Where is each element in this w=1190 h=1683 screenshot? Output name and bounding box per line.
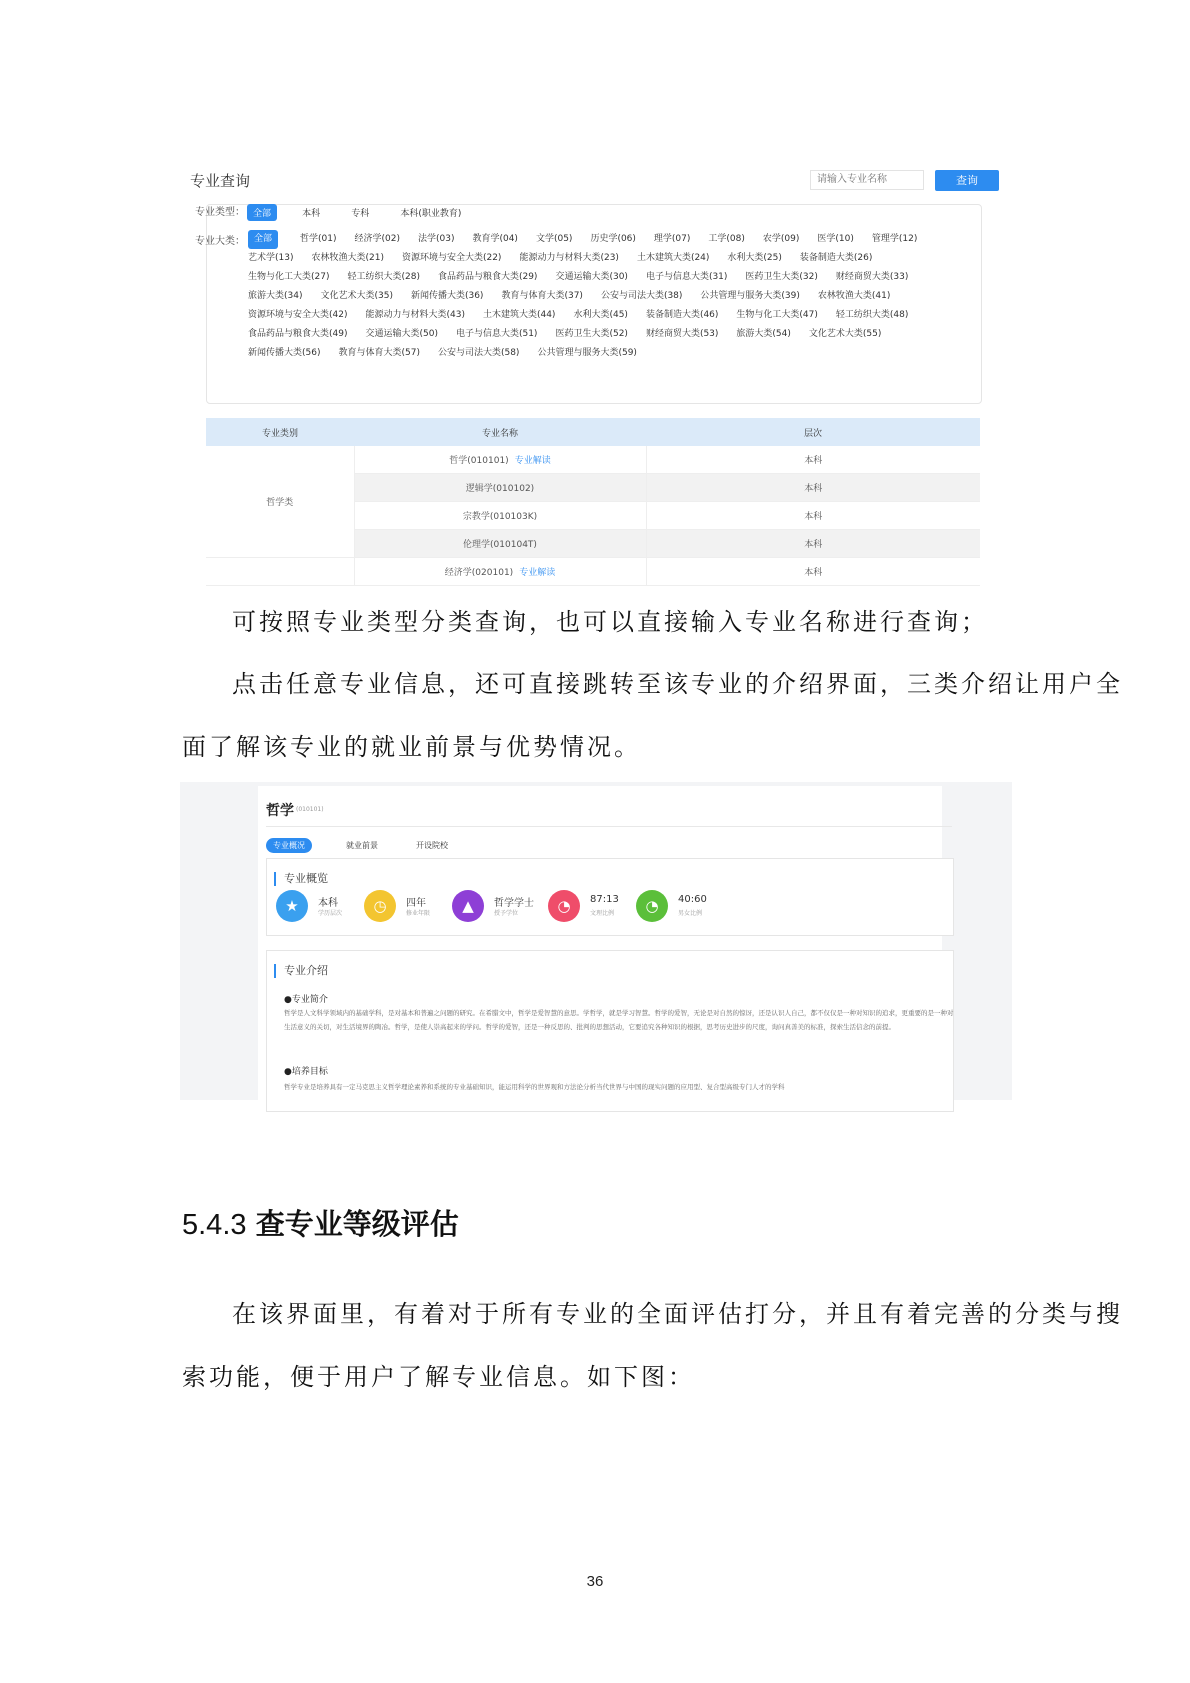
level-cell: 本科 bbox=[646, 474, 980, 502]
type-chip-junior[interactable]: 专科 bbox=[351, 209, 370, 219]
category-label: 专业大类： bbox=[195, 236, 245, 247]
category-chip[interactable]: 能源动力与材料大类(23) bbox=[519, 253, 619, 263]
level-cell: 本科 bbox=[646, 558, 980, 586]
category-chip[interactable]: 水利大类(45) bbox=[573, 310, 628, 320]
ratio-pie-icon: ◔ bbox=[548, 890, 580, 922]
paragraph-3-line-2: 索功能，便于用户了解专业信息。如下图： bbox=[182, 1363, 695, 1391]
header-name: 专业名称 bbox=[354, 418, 646, 446]
category-chip[interactable]: 新闻传播大类(36) bbox=[410, 291, 484, 301]
major-name[interactable]: 经济学(020101) bbox=[444, 568, 514, 578]
category-chip[interactable]: 装备制造大类(26) bbox=[799, 253, 873, 263]
title-divider bbox=[266, 826, 952, 827]
category-chip[interactable]: 资源环境与安全大类(42) bbox=[248, 310, 348, 320]
category-chip[interactable]: 生物与化工大类(47) bbox=[736, 310, 818, 320]
category-chip[interactable]: 土木建筑大类(44) bbox=[482, 310, 556, 320]
category-chip[interactable]: 轻工纺织大类(48) bbox=[835, 310, 909, 320]
category-chip[interactable]: 电子与信息大类(31) bbox=[645, 272, 728, 282]
major-search-input[interactable] bbox=[810, 170, 924, 190]
level-cell: 本科 bbox=[646, 502, 980, 530]
category-chip[interactable]: 农学(09) bbox=[762, 234, 800, 244]
major-name-cell[interactable] bbox=[354, 558, 646, 586]
category-chip[interactable]: 农林牧渔大类(41) bbox=[817, 291, 891, 301]
category-chip[interactable]: 医药卫生大类(52) bbox=[555, 329, 628, 339]
category-chip[interactable]: 食品药品与粮食大类(49) bbox=[248, 329, 348, 339]
category-chip[interactable]: 财经商贸大类(33) bbox=[835, 272, 909, 282]
intro-text-2: 哲学专业是培养具有一定马克思主义哲学理论素养和系统的专业基础知识，能运用科学的世界观和方法论分析当代世界与中国的现实问题的应用型、复合型高级专门人才的学科 bbox=[284, 1083, 785, 1091]
category-chip[interactable]: 生物与化工大类(27) bbox=[248, 272, 330, 282]
major-title: 哲学 bbox=[266, 803, 294, 819]
intro-subheading-1: ●专业简介 bbox=[284, 995, 328, 1005]
table-row[interactable] bbox=[206, 446, 980, 474]
degree-cap-icon: ▲ bbox=[452, 890, 484, 922]
category-chip[interactable]: 新闻传播大类(56) bbox=[248, 348, 321, 358]
major-interpret-link[interactable]: 专业解读 bbox=[519, 568, 556, 578]
category-chip[interactable]: 公共管理与服务大类(39) bbox=[700, 291, 800, 301]
paragraph-3-line-1: 在该界面里，有着对于所有专业的全面评估打分，并且有着完善的分类与搜 bbox=[232, 1300, 1123, 1328]
major-code: (010101) bbox=[296, 806, 324, 813]
category-chip[interactable]: 文学(05) bbox=[535, 234, 573, 244]
major-name-cell[interactable] bbox=[354, 530, 646, 558]
stat-label: 文理比例 bbox=[590, 910, 615, 917]
type-chip-undergrad[interactable]: 本科 bbox=[302, 209, 321, 219]
stat-label: 男女比例 bbox=[678, 910, 703, 917]
study-years-icon: ◷ bbox=[364, 890, 396, 922]
major-table bbox=[206, 418, 980, 586]
intro-title: 专业介绍 bbox=[274, 964, 328, 978]
category-chip[interactable]: 农林牧渔大类(21) bbox=[311, 253, 384, 263]
category-chip[interactable]: 文化艺术大类(55) bbox=[808, 329, 882, 339]
category-chip[interactable]: 管理学(12) bbox=[871, 234, 918, 244]
section-title: 查专业等级评估 bbox=[255, 1207, 459, 1241]
major-interpret-link[interactable]: 专业解读 bbox=[514, 456, 551, 466]
category-chip[interactable]: 财经商贸大类(53) bbox=[645, 329, 719, 339]
section-heading bbox=[182, 1202, 459, 1243]
category-chip[interactable]: 食品药品与粮食大类(29) bbox=[437, 272, 538, 282]
major-detail-screenshot bbox=[180, 782, 1012, 1100]
category-chip[interactable]: 历史学(06) bbox=[590, 234, 636, 244]
query-title: 专业查询 bbox=[190, 172, 251, 190]
header-category: 专业类别 bbox=[206, 418, 354, 446]
category-chip[interactable]: 资源环境与安全大类(22) bbox=[401, 253, 502, 263]
stat-value: 40:60 bbox=[678, 894, 707, 905]
query-button[interactable]: 查询 bbox=[935, 170, 999, 191]
stat-label: 学历层次 bbox=[318, 910, 343, 917]
category-chip[interactable]: 电子与信息大类(51) bbox=[455, 329, 538, 339]
category-chip[interactable]: 轻工纺织大类(28) bbox=[347, 272, 420, 282]
type-chip-all[interactable]: 全部 bbox=[247, 204, 277, 221]
paragraph-2-line-2: 面了解该专业的就业前景与优势情况。 bbox=[182, 733, 641, 761]
category-cell: 哲学类 bbox=[206, 446, 354, 558]
table-row[interactable] bbox=[206, 558, 980, 586]
stat-value: 哲学学士 bbox=[494, 898, 534, 909]
section-number: 5.4.3 bbox=[182, 1209, 247, 1241]
category-chip[interactable]: 交通运输大类(30) bbox=[555, 272, 628, 282]
category-chip[interactable]: 交通运输大类(50) bbox=[365, 329, 438, 339]
major-name[interactable]: 伦理学(010104T) bbox=[463, 540, 537, 550]
header-level: 层次 bbox=[646, 418, 980, 446]
stat-label: 授予学位 bbox=[494, 910, 519, 917]
type-label: 专业类型： bbox=[195, 207, 245, 218]
major-name-cell[interactable] bbox=[354, 502, 646, 530]
major-name[interactable]: 宗教学(010103K) bbox=[462, 512, 538, 522]
category-chip[interactable]: 土木建筑大类(24) bbox=[636, 253, 710, 263]
category-chip[interactable]: 装备制造大类(46) bbox=[645, 310, 719, 320]
major-name[interactable]: 哲学(010101) bbox=[449, 456, 509, 466]
category-cell bbox=[206, 558, 354, 586]
major-query-screenshot bbox=[180, 158, 1014, 578]
level-cell: 本科 bbox=[646, 446, 980, 474]
category-chip[interactable]: 医药卫生大类(32) bbox=[745, 272, 818, 282]
intro-subheading-2: ●培养目标 bbox=[284, 1067, 328, 1077]
major-name-cell[interactable] bbox=[354, 474, 646, 502]
category-chip[interactable]: 医学(10) bbox=[817, 234, 854, 244]
gender-pie-icon: ◔ bbox=[636, 890, 668, 922]
type-chip-vocational[interactable]: 本科(职业教育) bbox=[400, 209, 462, 219]
overview-title: 专业概览 bbox=[274, 872, 328, 886]
category-chip[interactable]: 水利大类(25) bbox=[727, 253, 782, 263]
type-chips bbox=[247, 201, 481, 221]
category-chip[interactable]: 文化艺术大类(35) bbox=[320, 291, 393, 301]
major-name-cell[interactable] bbox=[354, 446, 646, 474]
category-chip[interactable]: 能源动力与材料大类(43) bbox=[365, 310, 465, 320]
stat-value: 87:13 bbox=[590, 894, 619, 905]
category-chip[interactable]: 公共管理与服务大类(59) bbox=[537, 348, 637, 358]
page-number: 36 bbox=[586, 1573, 604, 1590]
category-chip[interactable]: 教育学(04) bbox=[472, 234, 518, 244]
category-chip[interactable]: 公安与司法大类(58) bbox=[437, 348, 520, 358]
category-chip[interactable]: 教育与体育大类(57) bbox=[338, 348, 420, 358]
stat-value: 四年 bbox=[406, 898, 426, 909]
paragraph-1: 可按照专业类型分类查询，也可以直接输入专业名称进行查询； bbox=[232, 608, 988, 636]
intro-text-1: 哲学是人文科学领域内的基础学科，是对基本和普遍之问题的研究。在希腊文中，哲学是爱智慧的意思。学哲学，就是学习智慧。哲学的爱智，无论是对自然的惊讶，还是认识人自己，都不仅仅是一种对知识的追求，更重要的是一种对生活意义的关切，对生活境界的陶冶。哲学，是使人崇高起来的学问。哲学的爱智，还是一种反思的、批判的思想活动，它要追究各种知识的根据，思考历史进步的尺度，询问真善美的标准，探索生活信念的前提。 bbox=[284, 1009, 954, 1031]
category-chip[interactable]: 旅游大类(34) bbox=[248, 291, 303, 301]
category-chip[interactable]: 哲学(01) bbox=[300, 234, 337, 244]
stat-value: 本科 bbox=[318, 898, 338, 909]
paragraph-2-line-1: 点击任意专业信息，还可直接跳转至该专业的介绍界面，三类介绍让用户全 bbox=[232, 670, 1123, 698]
category-list bbox=[248, 230, 972, 363]
tab-overview[interactable]: 专业概况 bbox=[266, 838, 312, 853]
category-chip[interactable]: 艺术学(13) bbox=[248, 253, 294, 263]
category-chip[interactable]: 经济学(02) bbox=[354, 234, 400, 244]
category-chip[interactable]: 法学(03) bbox=[417, 234, 455, 244]
level-cell: 本科 bbox=[646, 530, 980, 558]
category-chip[interactable]: 理学(07) bbox=[653, 234, 691, 244]
degree-level-icon: ★ bbox=[276, 890, 308, 922]
tab-schools[interactable]: 开设院校 bbox=[416, 841, 448, 850]
major-name[interactable]: 逻辑学(010102) bbox=[465, 484, 535, 494]
category-chip-all[interactable]: 全部 bbox=[248, 230, 278, 249]
category-chip[interactable]: 工学(08) bbox=[708, 234, 745, 244]
stat-label: 修业年限 bbox=[406, 910, 431, 917]
category-chip[interactable]: 旅游大类(54) bbox=[736, 329, 791, 339]
category-chip[interactable]: 教育与体育大类(37) bbox=[501, 291, 583, 301]
tab-employment[interactable]: 就业前景 bbox=[346, 841, 378, 850]
category-chip[interactable]: 公安与司法大类(38) bbox=[600, 291, 683, 301]
